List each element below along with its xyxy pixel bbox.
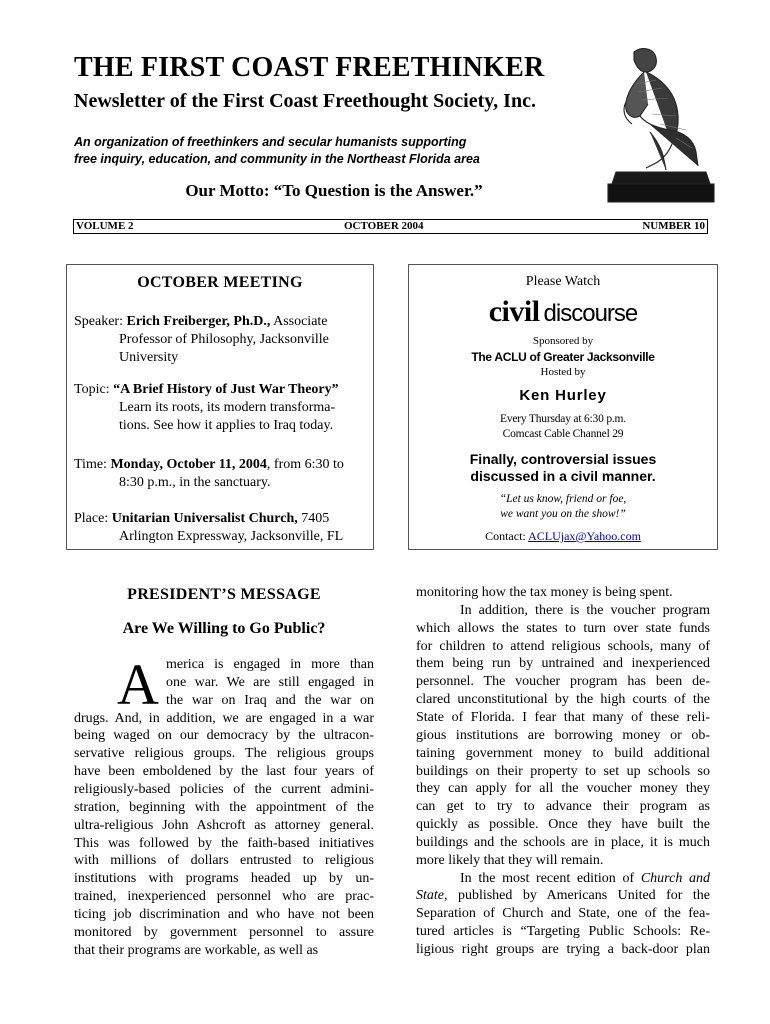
topic-entry <box>74 381 370 435</box>
article-line: monitoring how the tax money is being spent. <box>416 585 673 600</box>
article-line: the war on Iraq and the war on <box>166 692 374 708</box>
topic-label: Topic: <box>74 382 110 397</box>
meeting-heading: OCTOBER MEETING <box>137 274 303 291</box>
tagline-line: An organization of freethinkers and secular humanists supporting <box>74 135 467 149</box>
sponsor-name: The ACLU of Greater Jacksonville <box>471 350 655 364</box>
hosted-by: Hosted by <box>540 366 586 378</box>
article-line: tured articles is “Targeting Public Schools: Re- <box>416 924 710 940</box>
contact-line <box>409 529 717 544</box>
article-line: they can apply for all the voucher money they <box>416 781 710 797</box>
article-text: In the most recent edition of <box>460 870 641 886</box>
article-line: Separation of Church and State, one of the fea- <box>416 906 710 922</box>
article-line: buildings and the schools are in place, it is much <box>416 834 710 850</box>
article-line: drugs. And, in addition, we are engaged in a war <box>74 710 374 726</box>
time-line: 8:30 p.m., in the sanctuary. <box>119 475 271 490</box>
contact-label: Contact: <box>485 529 529 543</box>
presidents-message-heading: PRESIDENT’S MESSAGE <box>127 586 321 603</box>
host-name: Ken Hurley <box>519 387 607 404</box>
drop-cap: A <box>117 652 159 717</box>
motto: Our Motto: “To Question is the Answer.” <box>185 181 483 200</box>
speaker-entry <box>74 313 370 367</box>
article-line: This was followed by the faith-based initiatives <box>74 835 374 851</box>
article-line <box>416 887 710 905</box>
place-name: Unitarian Universalist Church, <box>111 511 298 526</box>
article-line: In addition, there is the voucher program <box>460 602 710 618</box>
issue-number: NUMBER 10 <box>642 220 705 232</box>
schedule-day: Every Thursday at 6:30 p.m. <box>500 413 626 425</box>
sponsored-by: Sponsored by <box>532 335 594 347</box>
tagline-line: free inquiry, education, and community in the Northeast Florida area <box>74 152 480 166</box>
topic-title: “A Brief History of Just War Theory” <box>113 382 339 397</box>
article-line: clared unconstitutional by the high courts of the <box>416 692 710 708</box>
logo-discourse: discourse <box>543 300 638 327</box>
article-text: , published by Americans United for the <box>444 888 710 904</box>
speaker-title: Associate <box>270 314 328 329</box>
contact-email-link[interactable]: ACLUjax@Yahoo.com <box>528 529 641 543</box>
newsletter-title: THE FIRST COAST FREETHINKER <box>74 52 545 83</box>
time-label: Time: <box>74 457 107 472</box>
place-line: Arlington Expressway, Jacksonville, FL <box>119 529 344 544</box>
article-line: State of Florida. I fear that many of these reli- <box>416 709 710 725</box>
place-label: Place: <box>74 511 109 526</box>
time-rest: , from 6:30 to <box>266 457 344 472</box>
issue-date: OCTOBER 2004 <box>344 220 424 232</box>
speaker-line: University <box>119 350 179 365</box>
please-watch: Please Watch <box>525 274 601 289</box>
article-line: can get to try to advance their program as <box>416 799 710 815</box>
article-line: quickly as possible. Once they have built the <box>416 817 710 833</box>
article-line: being waged on our democracy by the ultracon- <box>74 728 374 744</box>
tagline <box>74 134 594 168</box>
article-line: trained, inexperienced personnel who are prac- <box>74 889 374 905</box>
article-line: one war. We are still engaged in <box>166 674 374 690</box>
article-line: ultra-religious John Ashcroft as attorney general. <box>74 817 374 833</box>
quote-line: we want you on the show!” <box>500 508 626 520</box>
article-line: that their programs are workable, as well as <box>74 942 319 958</box>
article-line: merica is engaged in more than <box>166 657 374 672</box>
issue-bar <box>73 219 708 234</box>
article-line: religiously-based policies of the current admini- <box>74 781 374 797</box>
speaker-label: Speaker: <box>74 314 123 329</box>
article-line: personnel. The voucher program has been de- <box>416 674 710 690</box>
article-line: servative religious groups. The religious groups <box>74 746 374 762</box>
topic-line: tions. See how it applies to Iraq today. <box>119 418 334 433</box>
article-line: monitored by government personnel to assure <box>74 924 374 940</box>
article-line: stration, beginning with the appointment of the <box>74 799 374 815</box>
article-line: buildings on their property to set up schools so <box>416 763 710 779</box>
article-line: gious institutions are borrowing money or ob- <box>416 727 710 743</box>
place-entry <box>74 510 370 546</box>
civil-discourse-logo <box>409 295 717 329</box>
article-line: institutions with programs headed up by un- <box>74 871 374 887</box>
topic-line: Learn its roots, its modern transforma- <box>119 400 336 415</box>
article-title: Are We Willing to Go Public? <box>122 620 326 637</box>
volume-label: VOLUME 2 <box>76 220 134 232</box>
article-line: ligious right groups are trying a back-door plan <box>416 942 710 957</box>
publication-name: State <box>416 888 444 904</box>
slogan-line: discussed in a civil manner. <box>470 468 656 484</box>
article-line: ticing job discrimination and who have not been <box>74 906 374 922</box>
publication-name: Church and <box>640 870 710 886</box>
time-entry <box>74 456 370 492</box>
logo-civil: civil <box>488 295 540 328</box>
schedule-channel: Comcast Cable Channel 29 <box>502 428 624 440</box>
article-line: with millions of dollars entrusted to religious <box>74 853 374 869</box>
article-line: which allows the states to turn over state funds <box>416 620 710 636</box>
article-line: have been emboldened by the last four years of <box>74 764 374 780</box>
newsletter-subtitle: Newsletter of the First Coast Freethought Society, Inc. <box>74 90 536 112</box>
quote-line: “Let us know, friend or foe, <box>499 493 627 505</box>
speaker-line: Professor of Philosophy, Jacksonville <box>119 332 329 347</box>
slogan-line: Finally, controversial issues <box>469 451 657 467</box>
place-rest: 7405 <box>297 511 330 526</box>
october-meeting-box <box>66 264 374 550</box>
speaker-name: Erich Freiberger, Ph.D., <box>126 314 271 329</box>
article-line: more likely that they will remain. <box>416 852 604 868</box>
time-date: Monday, October 11, 2004 <box>110 457 267 472</box>
article-line: taining government money to build additional <box>416 745 710 761</box>
thinker-statue-icon <box>606 44 716 206</box>
civil-discourse-box <box>408 264 718 550</box>
article-line <box>460 870 710 888</box>
article-line: for children to attend religious schools, many of <box>416 638 710 654</box>
article-line: them being run by untrained and inexperienced <box>416 656 710 672</box>
